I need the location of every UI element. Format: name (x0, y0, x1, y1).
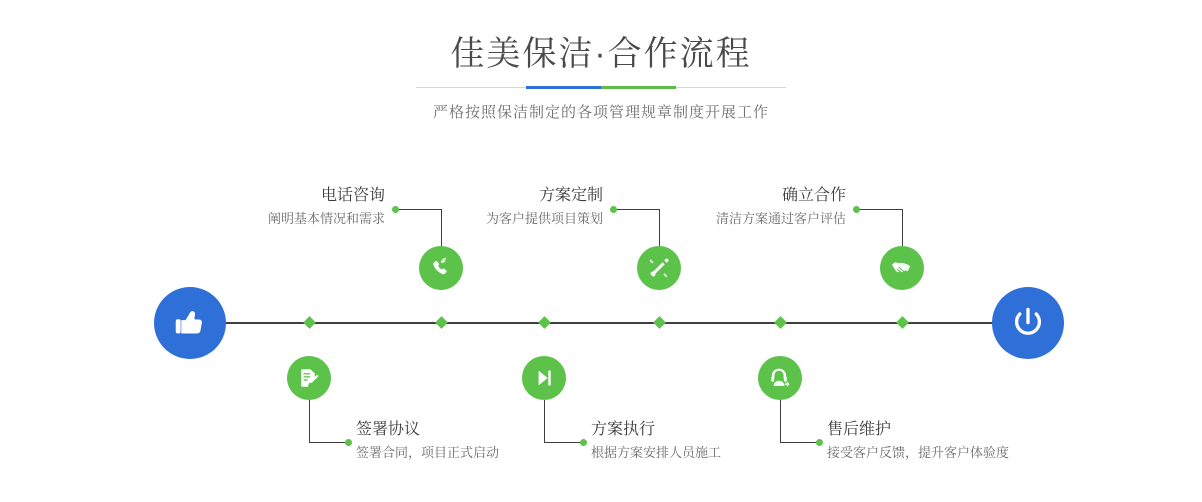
step-endpoint-dot-5 (853, 206, 860, 213)
step-icon-6 (758, 356, 802, 400)
step-title-6: 售后维护 (827, 421, 892, 438)
headset-support-icon (768, 366, 792, 390)
timeline-marker (538, 316, 551, 329)
step-label-1 (130, 185, 385, 229)
step-title-3: 方案定制 (538, 187, 603, 204)
step-icon-5 (880, 246, 924, 290)
step-connector-5-vertical (902, 209, 903, 246)
timeline-marker (653, 316, 666, 329)
divider-accent-blue (526, 86, 601, 89)
step-title-5: 确立合作 (781, 187, 846, 204)
step-desc-4: 根据方案安排人员施工 (591, 445, 722, 460)
step-connector-6-vertical (780, 400, 781, 442)
power-icon (1009, 304, 1047, 342)
step-endpoint-dot-4 (580, 439, 587, 446)
step-label-6 (827, 419, 1117, 463)
step-desc-6: 接受客户反馈，提升客户体验度 (827, 445, 1010, 460)
step-endpoint-dot-2 (345, 439, 352, 446)
step-connector-5-horizontal (857, 209, 902, 210)
step-desc-2: 签署合同，项目正式启动 (356, 445, 500, 460)
phone-ring-icon (429, 256, 453, 280)
timeline-marker (774, 316, 787, 329)
step-label-4 (591, 419, 851, 463)
step-connector-6-horizontal (780, 442, 818, 443)
step-connector-2-horizontal (309, 442, 347, 443)
step-desc-1: 阐明基本情况和需求 (267, 211, 385, 226)
step-label-2 (356, 419, 616, 463)
step-icon-4 (522, 356, 566, 400)
step-title-2: 签署协议 (356, 421, 421, 438)
title-divider (416, 86, 786, 89)
timeline-axis (196, 322, 1008, 324)
page-subtitle: 严格按照保洁制定的各项管理规章制度开展工作 (432, 104, 769, 121)
step-connector-2-vertical (309, 400, 310, 442)
process-timeline (0, 160, 1202, 502)
step-label-5 (595, 185, 846, 229)
thumbs-up-icon (171, 304, 209, 342)
document-edit-icon (297, 366, 321, 390)
step-icon-2 (287, 356, 331, 400)
page-title: 佳美保洁·合作流程 (450, 35, 752, 73)
timeline-marker (303, 316, 316, 329)
handshake-icon (890, 256, 914, 280)
timeline-marker (896, 316, 909, 329)
divider-accent-green (601, 86, 676, 89)
step-endpoint-dot-6 (816, 439, 823, 446)
step-connector-4-vertical (544, 400, 545, 442)
step-title-1: 电话咨询 (320, 187, 385, 204)
step-title-4: 方案执行 (591, 421, 656, 438)
play-forward-icon (532, 366, 556, 390)
pen-ruler-icon (647, 256, 671, 280)
step-desc-5: 清洁方案通过客户评估 (715, 211, 846, 226)
step-icon-3 (637, 246, 681, 290)
step-connector-4-horizontal (544, 442, 582, 443)
timeline-end-node (992, 287, 1064, 359)
step-desc-3: 为客户提供项目策划 (485, 211, 603, 226)
timeline-marker (435, 316, 448, 329)
step-label-3 (350, 185, 603, 229)
header (0, 30, 1202, 122)
timeline-start-node (154, 287, 226, 359)
step-icon-1 (419, 246, 463, 290)
